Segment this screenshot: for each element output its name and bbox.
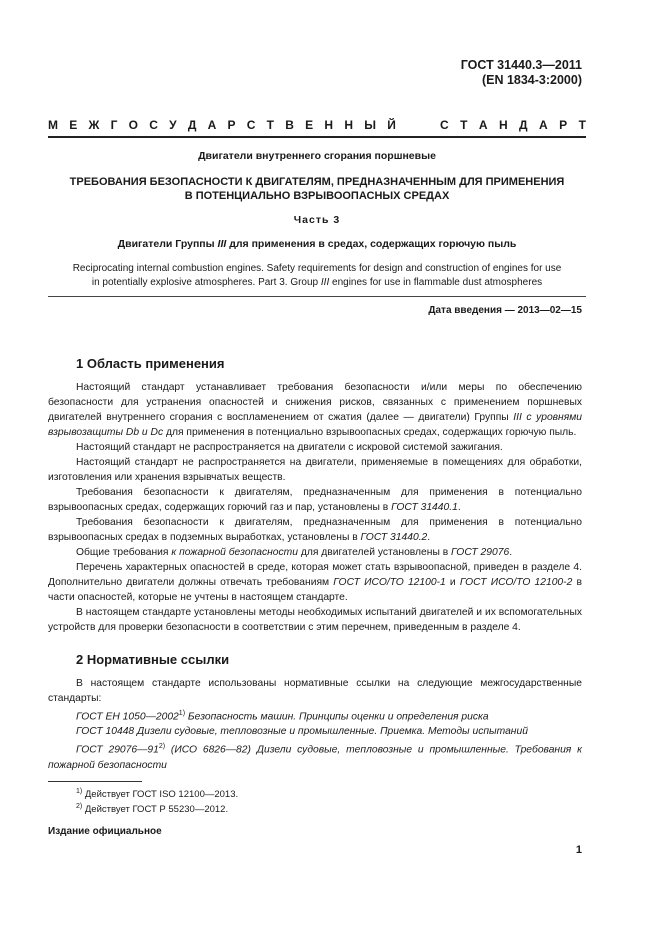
english-title-line-2 [48, 276, 586, 290]
reference-1: ГОСТ ЕН 1050—2002$^{1)}$ Безопасность машин. Принципы оценки и определения риска [76, 710, 489, 723]
paragraph: Настоящий стандарт не распространяется на двигатели с искровой системой зажигания. [76, 442, 503, 453]
standard-word-interstate [48, 118, 396, 132]
heading-letter: Й [387, 118, 396, 132]
gost-number: ГОСТ 31440.3—2011 [460, 58, 582, 72]
heading-letter: В [285, 118, 294, 132]
heading-letter: А [539, 118, 548, 132]
title-rule [48, 296, 586, 297]
paragraph: Настоящий стандарт устанавливает требования безопасности и/или меры по обеспечению безопасности для устранения опасностей и снижения рисков, связанных с применением поршневых двигателей внутреннего сгорания с воспламенением от сжатия (далее — двигатели) Группы III с уровнями взрывозащиты Db и Dc для применения в потенциально взрывоопасных средах, содержащих горючую пыль. [48, 382, 582, 438]
heading-letter: А [207, 118, 217, 132]
heading-letter: Р [559, 118, 568, 132]
doc-subtitle: Двигатели внутреннего сгорания поршневые [198, 150, 436, 162]
english-title-pre: in potentially explosive atmospheres. Part 3. Group [91, 277, 321, 288]
heading-letter: Е [69, 118, 78, 132]
heading-letter: Н [498, 118, 508, 132]
en-number: (EN 1834-3:2000) [481, 73, 582, 87]
heading-letter: Р [227, 118, 236, 132]
page-number: 1 [575, 844, 582, 856]
paragraph: Перечень характерных опасностей в среде, которая может стать взрывоопасной, приведен в разделе 4. Дополнительно двигатели должны отвечать требованиям ГОСТ ИСО/ТО 12100-1 и ГОСТ ИСО/ТО 12100-2 в части опасностей, которые не учтены в настоящем стандарте. [48, 562, 582, 603]
english-title-group: III [320, 277, 330, 288]
heading-letter: А [478, 118, 488, 132]
english-title-post: engines for use in flammable dust atmospheres [329, 277, 543, 288]
standard-type-heading [48, 118, 586, 132]
footnote-2: $^{2)}$ Действует ГОСТ Р 55230—2012. [76, 803, 229, 816]
heading-letter: У [169, 118, 177, 132]
reference-3: ГОСТ 29076—91$^{2)}$ (ИСО 6826—82) Дизели судовые, тепловозные и промышленные. Требования к пожарной безопасности [48, 743, 582, 771]
heading-letter: С [246, 118, 256, 132]
paragraph: Настоящий стандарт не распространяется на двигатели, применяемые в помещениях для обработки, изготовления или хранения взрывчатых веществ. [48, 457, 582, 483]
footnote-separator [48, 781, 142, 782]
heading-letter: М [48, 118, 58, 132]
doc-part-title [48, 238, 586, 250]
heading-letter: Н [324, 118, 334, 132]
heading-letter: Ы [364, 118, 376, 132]
part-title-group: III [217, 238, 227, 250]
intro-date: Дата введения — 2013—02—15 [428, 305, 582, 316]
heading-letter: Ж [88, 118, 100, 132]
reference-2: ГОСТ 10448 Дизели судовые, тепловозные и промышленные. Приемка. Методы испытаний [76, 726, 528, 738]
gost-designation [380, 58, 582, 88]
official-edition-label: Издание официальное [48, 826, 162, 837]
section-2-heading: 2 Нормативные ссылки [76, 652, 230, 667]
paragraph: Общие требования к пожарной безопасности для двигателей установлены в ГОСТ 29076. [76, 547, 513, 558]
heading-rule [48, 136, 586, 138]
doc-part: Часть 3 [293, 214, 341, 226]
heading-letter: Т [460, 118, 468, 132]
main-title-line-2: В ПОТЕНЦИАЛЬНО ВЗРЫВООПАСНЫХ СРЕДАХ [184, 190, 450, 202]
heading-letter: С [149, 118, 158, 132]
footnote-1: $^{1)}$ Действует ГОСТ ISO 12100—2013. [76, 788, 239, 801]
paragraph: В настоящем стандарте использованы нормативные ссылки на следующие межгосударственные стандарты: [48, 678, 582, 704]
main-title-line-1: ТРЕБОВАНИЯ БЕЗОПАСНОСТИ К ДВИГАТЕЛЯМ, ПРЕДНАЗНАЧЕННЫМ ДЛЯ ПРИМЕНЕНИЯ [69, 176, 565, 188]
paragraph: Требования безопасности к двигателям, предназначенным для применения в потенциально взрывоопасных средах в подземных выработках, установлены в ГОСТ 31440.2. [48, 517, 582, 543]
paragraph: Требования безопасности к двигателям, предназначенным для применения в потенциально взрывоопасных средах, содержащих горючий газ и пар, установлены в ГОСТ 31440.1. [48, 487, 582, 513]
heading-letter: О [128, 118, 138, 132]
heading-letter: Д [187, 118, 197, 132]
english-title-line-1: Reciprocating internal combustion engines. Safety requirements for design and construction of engines for use [72, 263, 562, 274]
doc-main-title [48, 175, 586, 203]
heading-letter: С [440, 118, 449, 132]
heading-letter: Т [578, 118, 586, 132]
section-1-body [48, 380, 582, 635]
standard-word-standard [440, 118, 586, 132]
heading-letter: Д [519, 118, 528, 132]
heading-letter: Г [110, 118, 118, 132]
english-title [48, 262, 586, 290]
part-title-post: для применения в средах, содержащих горючую пыль [226, 238, 517, 250]
heading-letter: Е [305, 118, 314, 132]
paragraph: В настоящем стандарте установлены методы необходимых испытаний двигателей и их вспомогательных устройств для проверки безопасности в соответствии с этим перечнем, приведенным в разделе 4. [48, 607, 582, 633]
part-title-pre: Двигатели Группы [117, 238, 218, 250]
heading-letter: Т [266, 118, 275, 132]
section-2-body [48, 676, 582, 773]
heading-letter: Н [344, 118, 353, 132]
section-1-heading: 1 Область применения [76, 356, 225, 371]
